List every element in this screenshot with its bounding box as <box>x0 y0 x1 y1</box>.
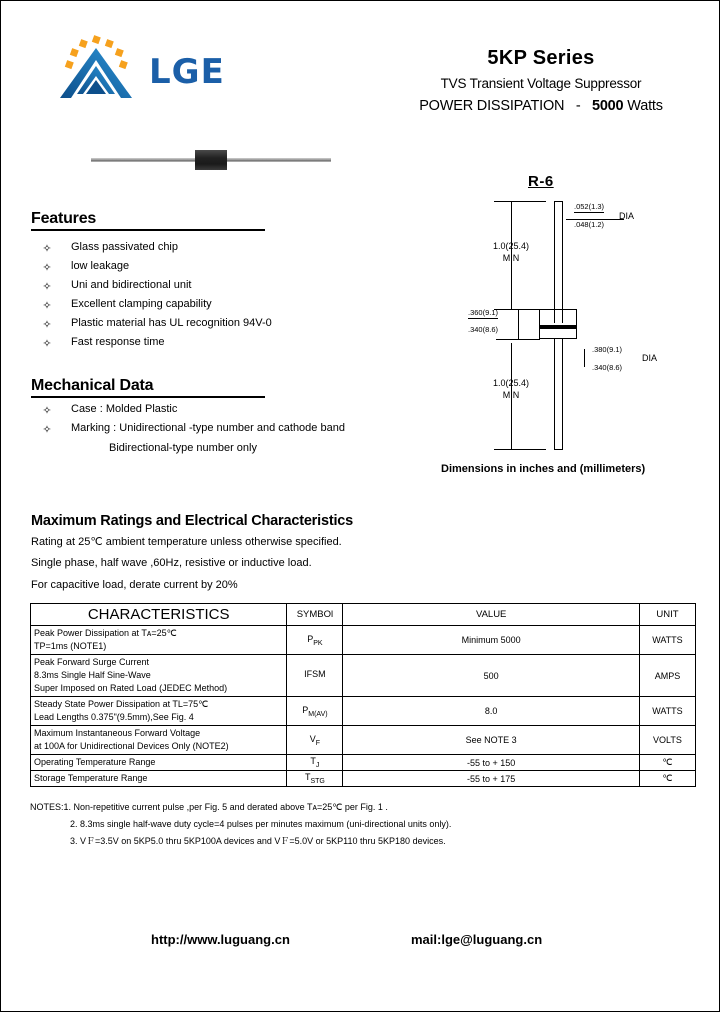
symbol-sub: M(AV) <box>308 710 328 718</box>
diamond-bullet-icon: ✧ <box>42 319 52 331</box>
cell-unit: ℃ <box>639 755 695 771</box>
mechanical-list <box>41 403 381 441</box>
list-item <box>41 298 371 317</box>
body-dia-label: DIA <box>642 353 658 363</box>
brand-name: LGE <box>149 52 225 92</box>
characteristic-line: 8.3ms Single Half Sine-Wave <box>34 670 151 680</box>
column-header-symbol: SYMBOl <box>287 604 343 626</box>
cell-characteristic <box>31 626 287 655</box>
body-dia-max: .380(9.1) <box>592 345 623 354</box>
power-dissipation-line <box>381 98 701 114</box>
note-item: 1. Non-repetitive current pulse ,per Fig. 5 and derated above Tᴀ=25℃ per Fig. 1 . <box>63 802 388 812</box>
series-title: 5KP Series <box>487 47 595 69</box>
lead-line-right-lower <box>562 339 563 449</box>
characteristic-line: Super Imposed on Rated Load (JEDEC Method) <box>34 683 228 693</box>
notes-label: NOTES: <box>30 802 64 812</box>
dim-ext-bottom <box>494 449 546 450</box>
lead-line-left-lower <box>554 339 555 449</box>
diamond-bullet-icon: ✧ <box>42 405 52 417</box>
footer-website[interactable]: http://www.luguang.cn <box>151 932 290 947</box>
diamond-bullet-icon: ✧ <box>42 281 52 293</box>
diamond-bullet-icon: ✧ <box>42 424 52 436</box>
cell-characteristic <box>31 655 287 697</box>
header-block <box>381 47 701 114</box>
cell-characteristic <box>31 726 287 755</box>
symbol-base: IFSM <box>304 669 326 680</box>
list-item <box>41 317 371 336</box>
table-row <box>31 697 696 726</box>
characteristic-line: Maximum Instantaneous Forward Voltage <box>34 728 201 738</box>
mechanical-text: Marking : Unidirectional -type number and cathode band <box>71 422 345 434</box>
column-header-value: VALUE <box>343 604 639 626</box>
body-dia-ext <box>584 349 585 367</box>
notes-block <box>30 799 451 850</box>
diamond-bullet-icon: ✧ <box>42 300 52 312</box>
cell-unit: WATTS <box>639 697 695 726</box>
dim-ext-top <box>494 201 546 202</box>
mechanical-text: Case : Molded Plastic <box>71 403 178 415</box>
symbol-sub: PK <box>313 639 323 647</box>
characteristic-line: at 100A for Unidirectional Devices Only (NOTE2) <box>34 741 229 751</box>
lead-bottom-cap <box>554 449 563 450</box>
characteristic-line: Peak Forward Surge Current <box>34 657 150 667</box>
footer-email[interactable]: mail:lge@luguang.cn <box>411 932 543 947</box>
feature-text: Uni and bidirectional unit <box>71 279 192 291</box>
feature-text: Glass passivated chip <box>71 241 178 253</box>
cell-value: See NOTE 3 <box>343 726 639 755</box>
body-length-max: .360(9.1) <box>468 308 499 317</box>
cell-symbol <box>287 655 343 697</box>
cell-unit: AMPS <box>639 655 695 697</box>
ratings-heading: Maximum Ratings and Electrical Characteristics <box>31 513 354 529</box>
feature-text: Fast response time <box>71 336 165 348</box>
symbol-base: T <box>310 756 316 767</box>
power-dissipation-value: 5000 <box>591 98 624 114</box>
note-item: 3. VＦ=3.5V on 5KP5.0 thru 5KP100A devices and VＦ=5.0V or 5KP110 thru 5KP180 devices. <box>70 836 446 846</box>
lead-dia-max: .052(1.3) <box>574 202 605 211</box>
list-item <box>41 403 381 422</box>
cell-symbol <box>287 697 343 726</box>
ratings-line: Rating at 25℃ ambient temperature unless otherwise specified. <box>31 536 342 548</box>
features-heading: Features <box>31 210 97 227</box>
feature-text: low leakage <box>71 260 130 272</box>
diode-body <box>195 150 227 170</box>
body-dia-min: .340(8.6) <box>592 363 623 372</box>
lead-dia-label: DIA <box>619 211 635 221</box>
dimensions-caption: Dimensions in inches and (millimeters) <box>441 463 646 475</box>
power-dissipation-label: POWER DISSIPATION <box>419 98 565 114</box>
body-dim-line <box>518 309 519 339</box>
table-row <box>31 626 696 655</box>
list-item <box>41 260 371 279</box>
body-dim-ext-bot <box>496 339 540 340</box>
symbol-sub: J <box>315 761 320 769</box>
diamond-bullet-icon: ✧ <box>42 243 52 255</box>
lead-length-bottom-min: MIN <box>502 390 520 400</box>
cathode-band <box>540 325 576 329</box>
cell-symbol <box>287 626 343 655</box>
characteristic-line: Storage Temperature Range <box>34 773 148 783</box>
lead-dia-min: .048(1.2) <box>574 220 605 229</box>
package-drawing-r6 <box>456 173 686 473</box>
lead-line-right <box>562 201 563 323</box>
column-header-characteristics: CHARACTERISTICS <box>31 604 287 626</box>
diamond-bullet-icon: ✧ <box>42 338 52 350</box>
cell-unit: VOLTS <box>639 726 695 755</box>
table-row <box>31 771 696 787</box>
symbol-base: V <box>309 733 316 744</box>
symbol-base: P <box>307 633 314 644</box>
lead-top-cap <box>554 201 563 202</box>
characteristic-line: Operating Temperature Range <box>34 757 156 767</box>
power-dissipation-dash: - <box>575 98 581 114</box>
symbol-base: P <box>302 704 309 715</box>
cell-characteristic <box>31 697 287 726</box>
cell-value: 8.0 <box>343 697 639 726</box>
specifications-table <box>30 603 696 787</box>
note-item: 2. 8.3ms single half-wave duty cycle=4 pulses per minutes maximum (uni-directional units only). <box>70 819 452 829</box>
lead-length-top: 1.0(25.4) <box>492 241 530 251</box>
symbol-base: T <box>304 772 311 783</box>
symbol-sub: STG <box>310 777 325 785</box>
cell-unit: WATTS <box>639 626 695 655</box>
lead-length-bottom: 1.0(25.4) <box>492 378 530 388</box>
lead-line-left <box>554 201 555 323</box>
series-subtitle: TVS Transient Voltage Suppressor <box>440 76 642 91</box>
characteristic-line: Steady State Power Dissipation at TL=75℃ <box>34 699 209 709</box>
features-rule <box>31 229 265 231</box>
list-item <box>41 336 371 355</box>
ratings-line: For capacitive load, derate current by 20% <box>31 579 238 591</box>
symbol-sub: F <box>315 739 321 747</box>
list-item <box>41 279 371 298</box>
diode-lead-left <box>91 158 196 162</box>
cell-symbol <box>287 726 343 755</box>
cell-value: Minimum 5000 <box>343 626 639 655</box>
mechanical-heading: Mechanical Data <box>31 377 154 394</box>
mechanical-rule <box>31 396 265 398</box>
cell-characteristic <box>31 771 287 787</box>
cell-symbol <box>287 755 343 771</box>
ratings-line: Single phase, half wave ,60Hz, resistive or inductive load. <box>31 557 312 569</box>
company-logo <box>41 34 251 104</box>
column-header-unit: UNIT <box>639 604 695 626</box>
package-title: R-6 <box>528 173 554 190</box>
diode-component-image <box>91 149 331 171</box>
cell-value: 500 <box>343 655 639 697</box>
cell-value: -55 to + 175 <box>343 771 639 787</box>
cell-unit: ℃ <box>639 771 695 787</box>
mountain-logo-icon <box>49 34 144 102</box>
list-item <box>41 422 381 441</box>
list-item <box>41 241 371 260</box>
cell-characteristic <box>31 755 287 771</box>
feature-text: Plastic material has UL recognition 94V-0 <box>71 317 272 329</box>
lead-length-top-min: MIN <box>502 253 520 263</box>
notes-first-line <box>30 799 451 816</box>
package-body-outline <box>539 309 577 339</box>
diode-lead-right <box>226 158 331 162</box>
mechanical-subtext: Bidirectional-type number only <box>109 442 257 454</box>
power-dissipation-unit: Watts <box>627 98 663 114</box>
cell-symbol <box>287 771 343 787</box>
cell-value: -55 to + 150 <box>343 755 639 771</box>
feature-text: Excellent clamping capability <box>71 298 212 310</box>
table-row <box>31 655 696 697</box>
body-length-min: .340(8.6) <box>468 325 499 334</box>
diamond-bullet-icon: ✧ <box>42 262 52 274</box>
table-row <box>31 726 696 755</box>
table-row <box>31 755 696 771</box>
table-header-row <box>31 604 696 626</box>
characteristic-line: Peak Power Dissipation at Tᴀ=25℃ <box>34 628 177 638</box>
characteristic-line: Lead Lengths 0.375"(9.5mm),See Fig. 4 <box>34 712 194 722</box>
features-list <box>41 241 371 355</box>
characteristic-line: TP=1ms (NOTE1) <box>34 641 107 651</box>
